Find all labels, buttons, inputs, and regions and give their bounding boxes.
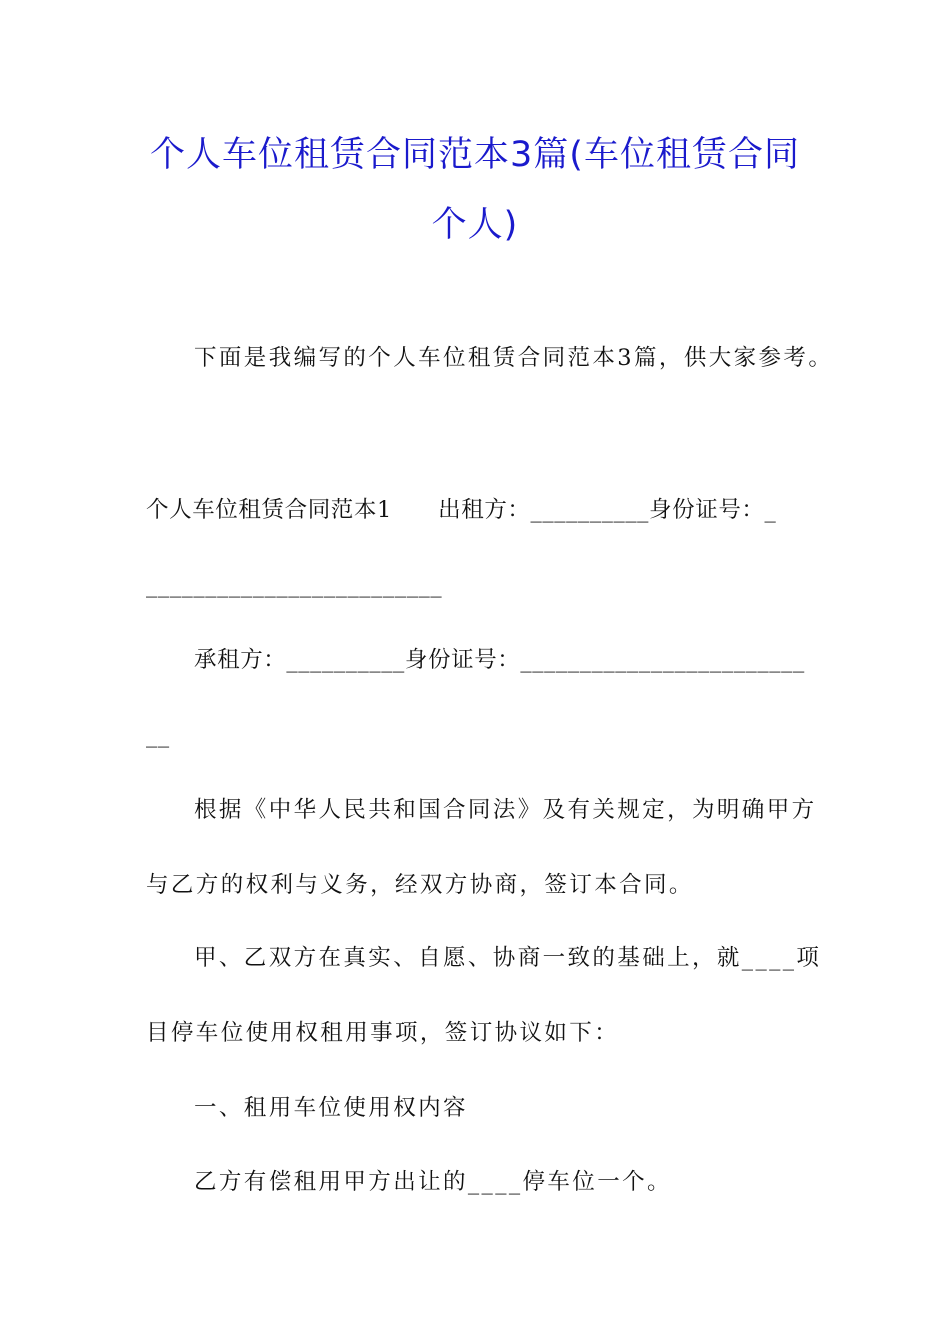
document-title-line-2: 个人) (431, 205, 519, 245)
basis-paragraph-line-2: 与乙方的权利与义务，经双方协商，签订本合同。 (146, 872, 694, 898)
section-heading-line-2: _________________________ (146, 572, 443, 598)
agreement-paragraph-line-2: 目停车位使用权租用事项，签订协议如下： (146, 1020, 620, 1046)
lessee-line-2: __ (146, 722, 170, 748)
section-heading-line-1: 个人车位租赁合同范本1 出租方：__________身份证号：_ (146, 497, 777, 523)
document-title-line-1: 个人车位租赁合同范本3篇(车位租赁合同 (150, 135, 800, 175)
intro-paragraph: 下面是我编写的个人车位租赁合同范本3篇，供大家参考。 (194, 345, 834, 371)
clause-1-heading: 一、租用车位使用权内容 (194, 1095, 468, 1121)
lessee-line-1: 承租方：__________身份证号：________________________ (194, 647, 805, 673)
agreement-paragraph-line-1: 甲、乙双方在真实、自愿、协商一致的基础上，就____项 (194, 945, 822, 971)
clause-1-body: 乙方有偿租用甲方出让的____停车位一个。 (194, 1169, 672, 1195)
basis-paragraph-line-1: 根据《中华人民共和国合同法》及有关规定，为明确甲方 (194, 797, 817, 823)
